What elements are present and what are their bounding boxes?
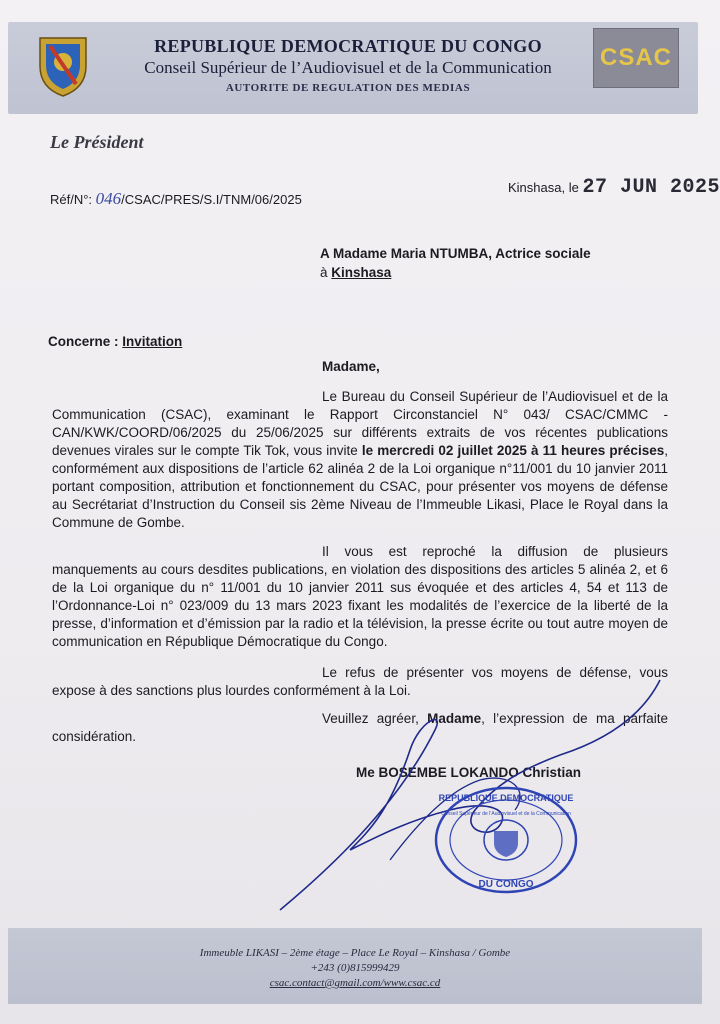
- footer-contact-link[interactable]: csac.contact@gmail.com/www.csac.cd: [269, 977, 441, 989]
- addressee-city-prefix: à: [320, 265, 328, 280]
- place-label: Kinshasa, le: [508, 180, 579, 195]
- paragraph-invitation: [52, 388, 668, 532]
- sender-title: Le Président: [50, 132, 144, 152]
- paragraph-invitation-date: le mercredi 02 juillet 2025 à 11 heures précises: [361, 443, 665, 458]
- letterhead-title: REPUBLIQUE DEMOCRATIQUE DU CONGO: [154, 36, 542, 56]
- seal-inner-text: Conseil Supérieur de l’Audiovisuel et de la Communication: [441, 811, 571, 817]
- addressee-city: Kinshasa: [331, 265, 392, 280]
- reference-line: [50, 189, 302, 209]
- subject-value: Invitation: [122, 334, 183, 349]
- csac-logo: CSAC: [593, 28, 679, 88]
- paragraph-invitation-start: Le Bureau du Conseil Supérieur de l’Audiovisuel et de la Communication (CSAC), examinant le Rapport Circonstanciel N° 043/ CSAC/CMMC - CAN/KWK/COORD/06/2025 du 25/06/2025 sur différents extraits de vos récentes publications devenues virales sur le compte Tik Tok, vous invite: [52, 389, 668, 458]
- reference-suffix: /CSAC/PRES/S.I/TNM/06/2025: [121, 192, 302, 207]
- letterhead-band: [8, 22, 698, 114]
- addressee-name: A Madame Maria NTUMBA, Actrice sociale: [320, 246, 591, 261]
- reference-number: 046: [95, 189, 122, 208]
- paragraph-charges: [52, 543, 668, 651]
- paragraph-closing-end: , l’expression de ma parfaite considération.: [52, 711, 668, 744]
- seal-outer-text: REPUBLIQUE DEMOCRATIQUE: [438, 793, 574, 803]
- subject-label: Concerne :: [48, 334, 119, 349]
- official-seal: [432, 785, 580, 895]
- coat-of-arms-icon: [36, 32, 90, 98]
- footer-phone: +243 (0)815999429: [310, 962, 400, 974]
- place-date: [508, 176, 720, 199]
- paragraph-closing-start: Veuillez agréer,: [322, 711, 419, 726]
- reference-prefix: Réf/N°:: [50, 192, 93, 207]
- salutation: Madame,: [322, 359, 380, 374]
- addressee-city-line: [320, 263, 591, 282]
- footer-address: Immeuble LIKASI – 2ème étage – Place Le Royal – Kinshasa / Gombe: [199, 947, 511, 959]
- subject-line: [48, 334, 182, 349]
- paragraph-warning-text: Le refus de présenter vos moyens de défense, vous expose à des sanctions plus lourdes conformément à la Loi.: [52, 665, 668, 698]
- addressee-block: [320, 244, 591, 282]
- signatory-name: Me BOSEMBE LOKANDO Christian: [356, 765, 582, 780]
- letterhead-authority: AUTORITE DE REGULATION DES MEDIAS: [225, 82, 471, 94]
- letterhead-subtitle: Conseil Supérieur de l’Audiovisuel et de la Communication: [144, 58, 552, 77]
- date-stamp: 27 JUN 2025: [582, 176, 720, 199]
- seal-bottom-text: DU CONGO: [478, 879, 534, 890]
- paragraph-closing-madame: Madame: [427, 711, 482, 726]
- paragraph-invitation-end: , conformément aux dispositions de l’article 62 alinéa 2 de la Loi organique n°11/001 du 10 janvier 2011 portant composition, attribution et fonctionnement du CSAC, pour présenter vos moyens de défense au Secrétariat d’Instruction du Conseil sis 2ème Niveau de l’Immeuble Likasi, Place le Royal dans la Commune de Gombe.: [52, 443, 668, 530]
- paragraph-charges-text: Il vous est reproché la diffusion de plusieurs manquements au cours desdites publications, en violation des dispositions des articles 5 alinéa 2, et 6 de la Loi organique du n° 11/001 du 10 janvier 2011 sus évoquée et des articles 4, 54 et 113 de l’Ordonnance-Loi n° 023/009 du 13 mars 2023 fixant les modalités de l’exercice de la liberté de la presse, d’information et d’émission par la radio et la télévision, la presse écrite ou tout autre moyen de communication en République Démocratique du Congo.: [52, 544, 668, 649]
